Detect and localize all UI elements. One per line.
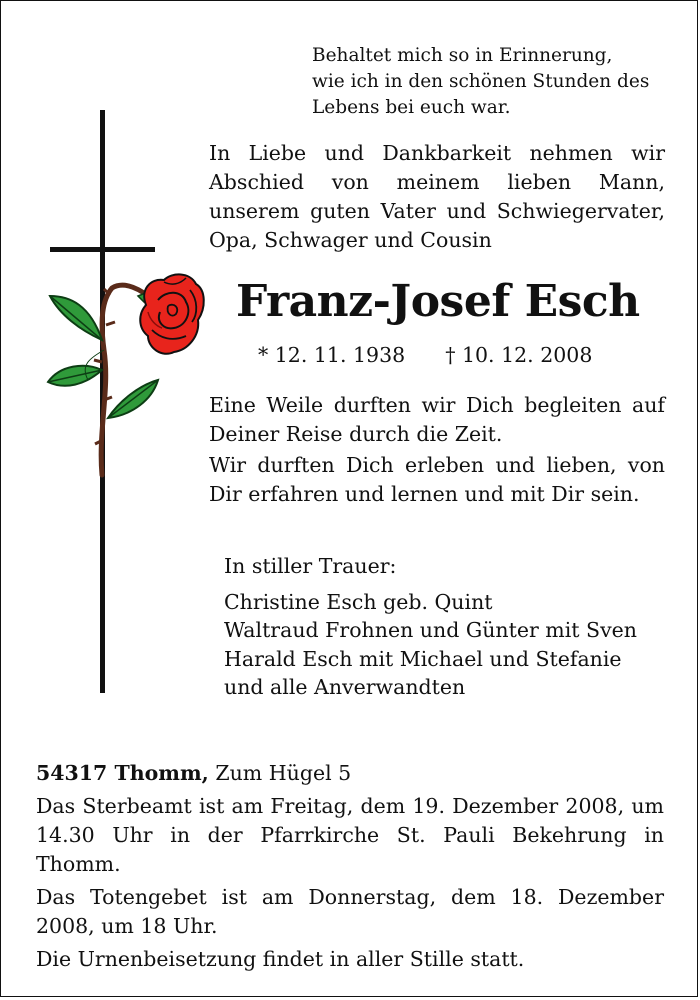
- death-date: † 10. 12. 2008: [445, 343, 593, 367]
- motto-line: Behaltet mich so in Erinnerung,: [312, 45, 613, 66]
- notice-line: Die Urnenbeisetzung findet in aller Stille statt.: [36, 947, 525, 971]
- life-dates: [258, 341, 592, 369]
- motto-line: wie ich in den schönen Stunden des: [312, 71, 650, 92]
- cross-and-rose-illustration: [40, 100, 210, 700]
- verse-paragraph-2: Wir durften Dich erleben und lieben, von Dir erfahren und lernen und mit Dir sein.: [209, 453, 665, 506]
- rose-icon: [48, 274, 204, 475]
- notice-line: Das Totengebet ist am Donnerstag, dem 18. Dezember 2008, um 18 Uhr.: [36, 885, 664, 938]
- mourner-line: Christine Esch geb. Quint: [224, 589, 493, 614]
- mourners-heading: In stiller Trauer:: [224, 554, 397, 578]
- address-street: Zum Hügel 5: [215, 761, 352, 785]
- address-place: 54317 Thomm,: [36, 761, 209, 785]
- deceased-name: Franz-Josef Esch: [236, 276, 640, 327]
- address-line: [36, 759, 664, 788]
- notice-line: Das Sterbeamt ist am Freitag, dem 19. Dezember 2008, um 14.30 Uhr in der Pfarrkirche St. Pauli Bekehrung in Thomm.: [36, 794, 664, 876]
- mourners-block: [224, 552, 637, 702]
- intro-text: In Liebe und Dankbarkeit nehmen wir Abschied von meinem lieben Mann, unserem guten Vater und Schwiegervater, Opa, Schwager und Cousin: [209, 141, 665, 252]
- mourner-line: Harald Esch mit Michael und Stefanie: [224, 646, 622, 671]
- motto-line: Lebens bei euch war.: [312, 97, 511, 118]
- motto-verse: [312, 43, 649, 121]
- funeral-details: [36, 759, 664, 978]
- mourner-line: Waltraud Frohnen und Günter mit Sven: [224, 618, 638, 642]
- birth-date: * 12. 11. 1938: [258, 343, 406, 367]
- mourner-line: und alle Anverwandten: [224, 675, 466, 699]
- verse-paragraph-1: Eine Weile durften wir Dich begleiten auf Deiner Reise durch die Zeit.: [209, 393, 665, 446]
